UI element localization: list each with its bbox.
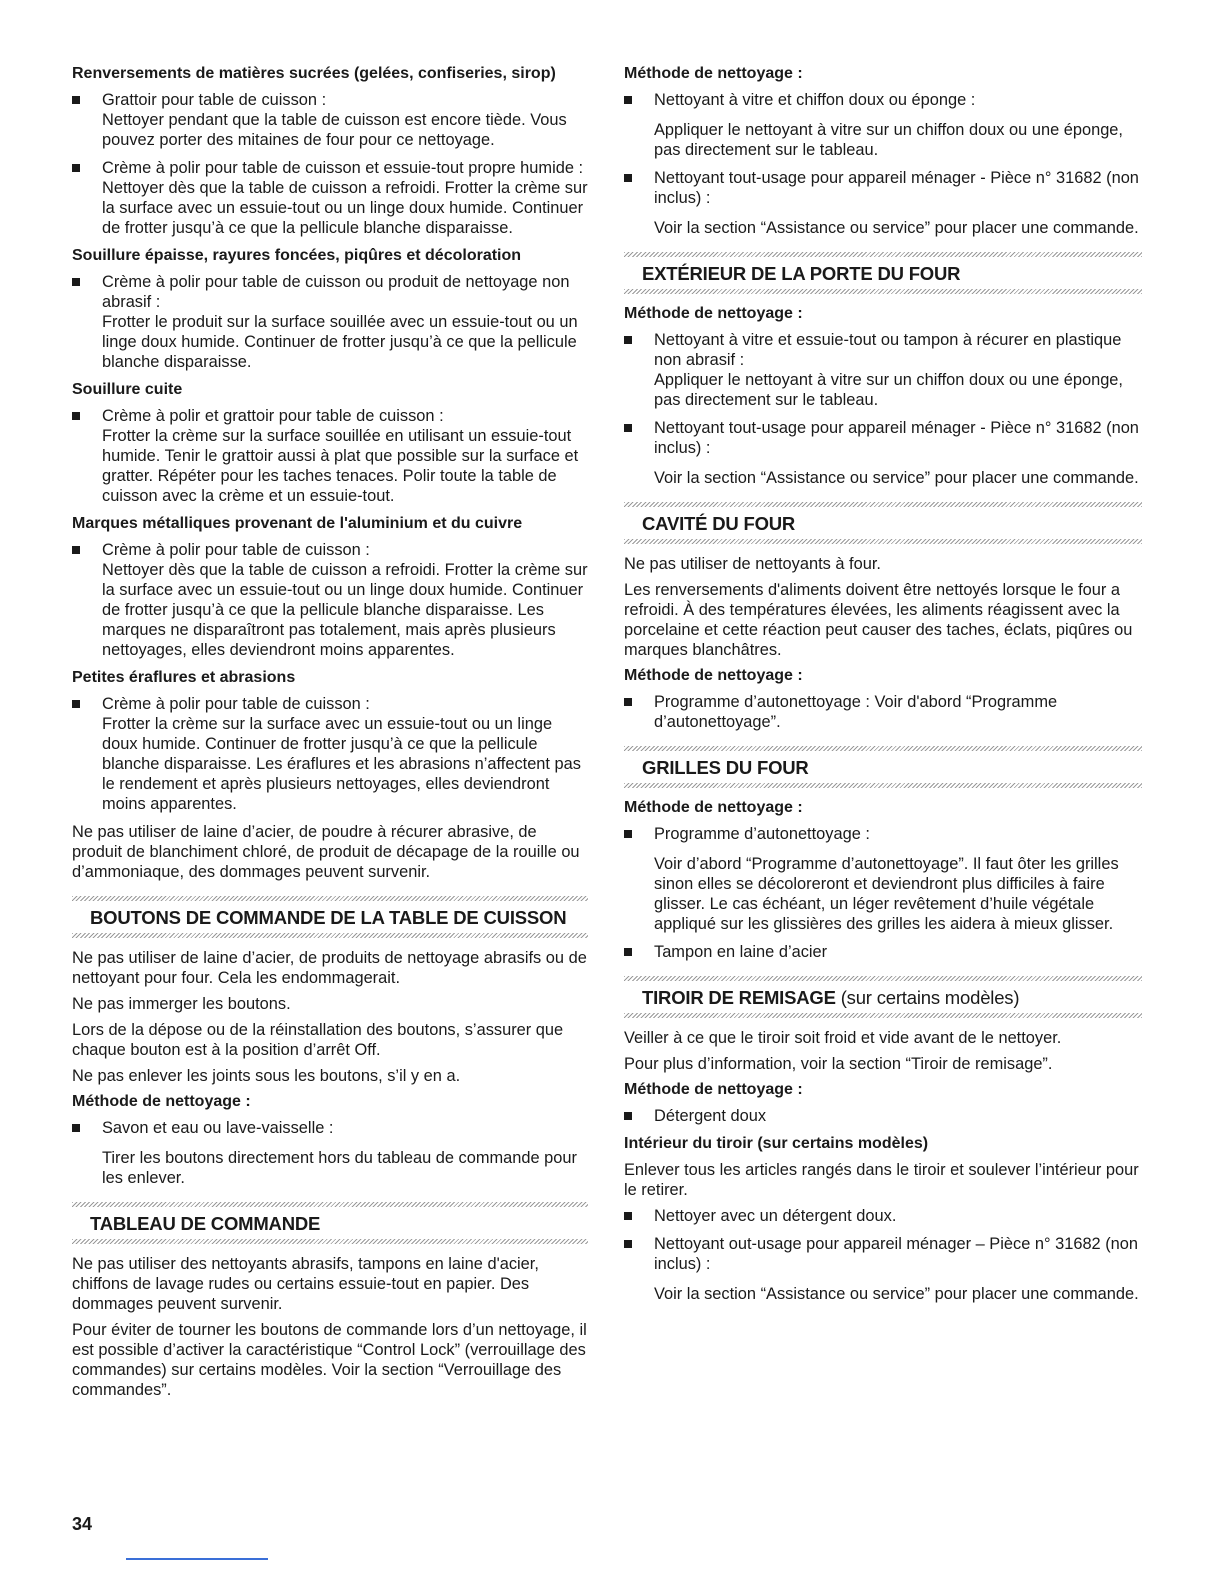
paragraph: Ne pas enlever les joints sous les boutons, s’il y en a. <box>72 1067 461 1085</box>
section-title: CAVITÉ DU FOUR <box>642 513 796 534</box>
square-bullet-icon <box>624 336 632 344</box>
hatch-rule <box>624 539 1142 544</box>
method-subheading: Méthode de nettoyage : <box>624 1081 803 1098</box>
section-header <box>624 746 1142 788</box>
paragraph: Ne pas utiliser de nettoyants à four. <box>624 555 881 573</box>
square-bullet-icon <box>72 96 80 104</box>
square-bullet-icon <box>624 698 632 706</box>
square-bullet-icon <box>72 412 80 420</box>
square-bullet-icon <box>624 424 632 432</box>
sugar-spill-subheading: Renversements de matières sucrées (gelées, confiseries, sirop) <box>72 65 556 82</box>
square-bullet-icon <box>72 278 80 286</box>
list-item: Crème à polir pour table de cuisson et essuie-tout propre humide : Nettoyer dès que la table de cuisson a refroidi. Frotter la crème sur la surface avec un essuie-tout ou un linge doux humide. Continuer de frotter jusqu’à ce que la pellicule blanche disparaisse. <box>72 158 588 238</box>
list-item: Crème à polir pour table de cuisson : Frotter la crème sur la surface avec un essuie-tout ou un linge doux humide. Continuer de frotter jusqu’à ce que la pellicule blanche disparaisse. Les éraflures et les abrasions n’affectent pas le rendement et après plusieurs nettoyages, elles deviendront moins apparentes. <box>72 694 588 814</box>
hatch-rule <box>624 1013 1142 1018</box>
square-bullet-icon <box>624 96 632 104</box>
page-number: 34 <box>72 1514 93 1534</box>
list-item: Crème à polir et grattoir pour table de cuisson : Frotter la crème sur la surface souillée en utilisant un essuie-tout humide. Tenir le grattoir aussi à plat que possible sur la surface et gratter. Répéter pour les taches tenaces. Polir toute la table de cuisson avec la crème et un essuie-tout. <box>72 406 588 506</box>
list-item: Programme d’autonettoyage : Voir d'abord “Programme d’autonettoyage”. <box>624 692 1142 732</box>
section-header <box>624 502 1142 544</box>
section-title: GRILLES DU FOUR <box>642 757 809 778</box>
list-item: Nettoyant out-usage pour appareil ménager – Pièce n° 31682 (non inclus) : Voir la section “Assistance ou service” pour placer une commande. <box>624 1234 1142 1304</box>
list-item: Programme d’autonettoyage : Voir d’abord “Programme d’autonettoyage”. Il faut ôter les grilles sinon elles se décoloreront et deviendront plus difficiles à faire glisser. Le cas échéant, un léger revêtement d’huile végétale appliqué sur les glissières des grilles les aidera à mieux glisser. <box>624 824 1142 934</box>
heavy-soil-subheading: Souillure épaisse, rayures foncées, piqûres et décoloration <box>72 247 522 264</box>
method-subheading: Méthode de nettoyage : <box>624 667 803 684</box>
list-item: Crème à polir pour table de cuisson ou produit de nettoyage non abrasif : Frotter le produit sur la surface souillée avec un essuie-tout ou un linge doux humide. Continuer de frotter jusqu’à ce que la pellicule blanche disparaisse. <box>72 272 588 372</box>
list-item: Savon et eau ou lave-vaisselle : Tirer les boutons directement hors du tableau de commande pour les enlever. <box>72 1118 588 1188</box>
section-header <box>72 1202 588 1244</box>
right-column <box>624 64 1142 1312</box>
paragraph: Ne pas immerger les boutons. <box>72 995 291 1013</box>
section-title <box>624 981 1142 1013</box>
hatch-rule <box>72 933 588 938</box>
section-title-main: TIROIR DE REMISAGE <box>642 987 836 1008</box>
square-bullet-icon <box>72 700 80 708</box>
section-title: TABLEAU DE COMMANDE <box>90 1213 321 1234</box>
paragraph: Pour plus d’information, voir la section “Tiroir de remisage”. <box>624 1055 1053 1073</box>
section-header <box>624 252 1142 294</box>
method-subheading: Méthode de nettoyage : <box>624 65 803 82</box>
paragraph: Ne pas utiliser de laine d’acier, de produits de nettoyage abrasifs ou de nettoyant pour four. Cela les endommagerait. <box>72 949 587 987</box>
metal-marks-subheading: Marques métalliques provenant de l'aluminium et du cuivre <box>72 515 523 532</box>
square-bullet-icon <box>72 1124 80 1132</box>
method-subheading: Méthode de nettoyage : <box>624 305 803 322</box>
section-title: EXTÉRIEUR DE LA PORTE DU FOUR <box>642 263 961 284</box>
scratches-subheading: Petites éraflures et abrasions <box>72 669 296 686</box>
list-item: Détergent doux <box>624 1106 1142 1126</box>
left-column <box>72 64 588 1406</box>
square-bullet-icon <box>624 1212 632 1220</box>
section-header <box>72 896 588 938</box>
paragraph: Les renversements d'aliments doivent être nettoyés lorsque le four a refroidi. À des températures élevées, les aliments réagissent avec la porcelaine et cette réaction peut causer des taches, éclats, piqûres ou marques blanchâtres. <box>624 581 1133 659</box>
paragraph: Ne pas utiliser des nettoyants abrasifs, tampons en laine d'acier, chiffons de lavage rudes ou certains essuie-tout en papier. Des dommages peuvent survenir. <box>72 1255 539 1313</box>
square-bullet-icon <box>624 948 632 956</box>
warning-paragraph: Ne pas utiliser de laine d’acier, de poudre à récurer abrasive, de produit de blanchiment chloré, de produit de décapage de la rouille ou d’ammoniaque, des dommages peuvent survenir. <box>72 823 580 881</box>
section-header <box>624 976 1142 1018</box>
hatch-rule <box>72 1239 588 1244</box>
method-subheading: Méthode de nettoyage : <box>72 1093 251 1110</box>
list-item: Nettoyant à vitre et chiffon doux ou éponge : Appliquer le nettoyant à vitre sur un chiffon doux ou une éponge, pas directement sur le tableau. <box>624 90 1142 160</box>
hatch-rule <box>624 783 1142 788</box>
square-bullet-icon <box>624 1112 632 1120</box>
section-title-suffix: (sur certains modèles) <box>835 987 1020 1008</box>
footer-rule <box>126 1558 268 1560</box>
paragraph: Enlever tous les articles rangés dans le tiroir et soulever l’intérieur pour le retirer. <box>624 1161 1139 1199</box>
drawer-interior-subheading: Intérieur du tiroir (sur certains modèles) <box>624 1135 929 1152</box>
square-bullet-icon <box>72 546 80 554</box>
paragraph: Lors de la dépose ou de la réinstallation des boutons, s’assurer que chaque bouton est à la position d’arrêt Off. <box>72 1021 564 1059</box>
square-bullet-icon <box>624 174 632 182</box>
list-item: Nettoyant à vitre et essuie-tout ou tampon à récurer en plastique non abrasif : Appliquer le nettoyant à vitre sur un chiffon doux ou une éponge, pas directement sur le tableau. <box>624 330 1142 410</box>
square-bullet-icon <box>624 1240 632 1248</box>
list-item: Nettoyant tout-usage pour appareil ménager - Pièce n° 31682 (non inclus) : Voir la section “Assistance ou service” pour placer une commande. <box>624 168 1142 238</box>
list-item: Grattoir pour table de cuisson : Nettoyer pendant que la table de cuisson est encore tiède. Vous pouvez porter des mitaines de four pour ce nettoyage. <box>72 90 588 150</box>
hatch-rule <box>624 289 1142 294</box>
burned-soil-subheading: Souillure cuite <box>72 381 183 398</box>
paragraph: Veiller à ce que le tiroir soit froid et vide avant de le nettoyer. <box>624 1029 1062 1047</box>
list-item: Nettoyer avec un détergent doux. <box>624 1206 1142 1226</box>
list-item: Nettoyant tout-usage pour appareil ménager - Pièce n° 31682 (non inclus) : Voir la section “Assistance ou service” pour placer une commande. <box>624 418 1142 488</box>
method-subheading: Méthode de nettoyage : <box>624 799 803 816</box>
section-title: BOUTONS DE COMMANDE DE LA TABLE DE CUISSON <box>90 907 567 928</box>
paragraph: Pour éviter de tourner les boutons de commande lors d’un nettoyage, il est possible d’activer la caractéristique “Control Lock” (verrouillage des commandes) sur certains modèles. Voir la section “Verrouillage des commandes”. <box>72 1321 587 1399</box>
list-item: Tampon en laine d’acier <box>624 942 1142 962</box>
square-bullet-icon <box>624 830 632 838</box>
list-item: Crème à polir pour table de cuisson : Nettoyer dès que la table de cuisson a refroidi. Frotter la crème sur la surface avec un essuie-tout ou un linge doux humide. Continuer de frotter jusqu’à ce que la pellicule blanche disparaisse. Les marques ne disparaîtront pas totalement, mais après plusieurs nettoyages, elles deviendront moins apparentes. <box>72 540 588 660</box>
square-bullet-icon <box>72 164 80 172</box>
